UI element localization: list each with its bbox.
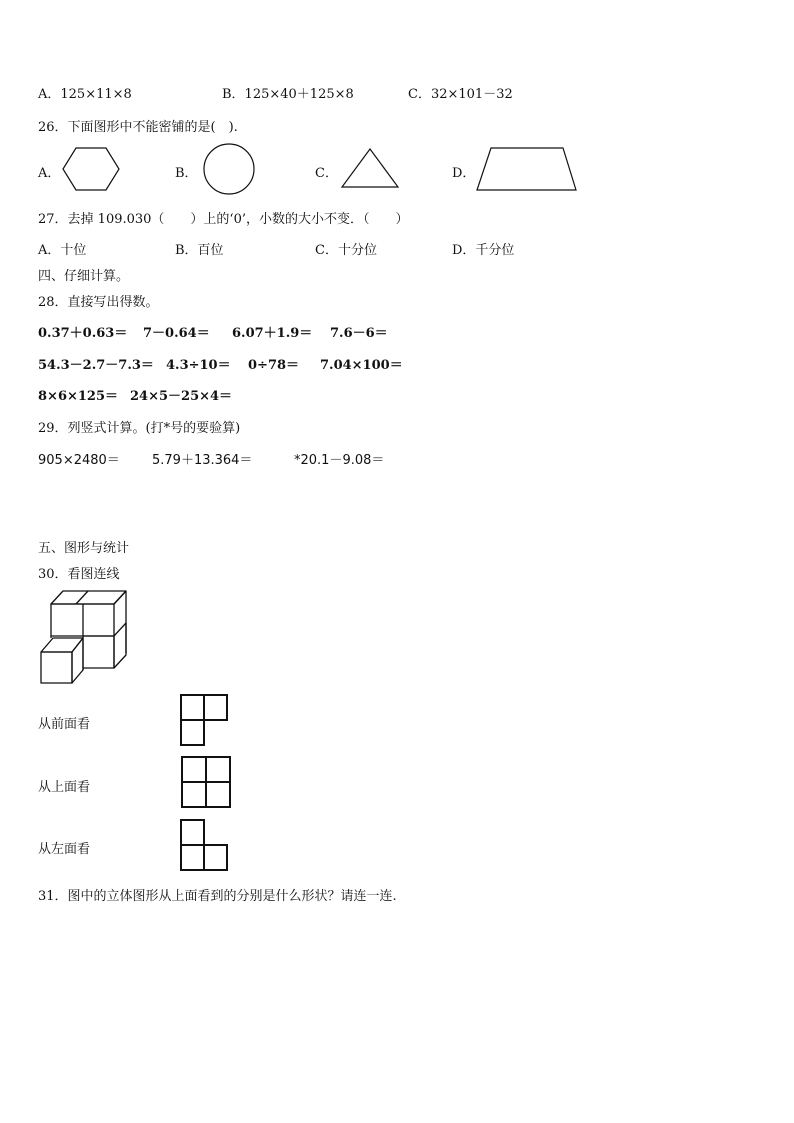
q28-item: 7.6－6＝ (330, 326, 388, 341)
q26-option-c: C． (315, 166, 338, 181)
q28-item: 4.3÷10＝ (166, 358, 231, 373)
view-shape-grid (180, 756, 232, 810)
q31-question: 31．图中的立体图形从上面看到的分别是什么形状？请连一连. (38, 889, 397, 904)
hexagon-icon (62, 147, 122, 193)
q25-option-b: B．125×40＋125×8 (222, 87, 354, 102)
q28-question: 28．直接写出得数。 (38, 295, 159, 310)
q27-option-a: A．十位 (38, 243, 87, 258)
trapezoid-icon (475, 145, 581, 193)
q28-item: 7.04×100＝ (320, 358, 403, 373)
q28-item: 0.37＋0.63＝ (38, 326, 128, 341)
q27-option-d: D．千分位 (452, 243, 515, 258)
q27-question: 27．去掉 109.030（ ）上的‘0’，小数的大小不变．（ ） (38, 212, 409, 227)
q29-item: 905×2480＝ (38, 453, 120, 468)
q26-option-b: B． (175, 166, 198, 181)
q25-option-a: A．125×11×8 (38, 87, 132, 102)
q28-item: 24×5－25×4＝ (130, 389, 233, 404)
q26-question: 26．下面图形中不能密铺的是( ). (38, 120, 238, 135)
q28-item: 6.07＋1.9＝ (232, 326, 313, 341)
q26-option-a: A． (38, 166, 61, 181)
cube-stack-figure (38, 588, 132, 686)
q27-option-c: C．十分位 (315, 243, 377, 258)
triangle-icon (340, 147, 402, 191)
circle-icon (203, 143, 257, 197)
q29-item: 5.79＋13.364＝ (152, 453, 253, 468)
view-shape-l (180, 694, 230, 748)
section-4-heading: 四、仔细计算。 (38, 269, 130, 284)
view-label-left: 从左面看 (38, 842, 91, 857)
q28-item: 8×6×125＝ (38, 389, 119, 404)
q27-option-b: B．百位 (175, 243, 224, 258)
q26-option-d: D． (452, 166, 476, 181)
view-label-top: 从上面看 (38, 780, 91, 795)
section-5-heading: 五、图形与统计 (38, 541, 130, 556)
q28-item: 7－0.64＝ (143, 326, 210, 341)
q30-question: 30．看图连线 (38, 567, 120, 582)
view-label-front: 从前面看 (38, 717, 91, 732)
q29-question: 29．列竖式计算。(打*号的要验算) (38, 421, 241, 436)
view-shape-inverted-l (180, 819, 230, 873)
q29-item: *20.1－9.08＝ (294, 453, 385, 468)
q25-option-c: C．32×101－32 (408, 87, 513, 102)
q28-item: 54.3－2.7－7.3＝ (38, 358, 154, 373)
q28-item: 0÷78＝ (248, 358, 300, 373)
